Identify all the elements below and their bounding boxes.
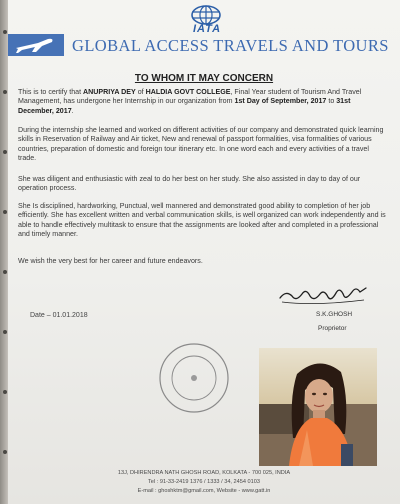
paragraph-diligence: She was diligent and enthusiastic with zeal to do her best on her study. She also assisted in day to day of our operation process. (18, 175, 361, 193)
binding-hole (3, 90, 7, 94)
binding-hole (3, 330, 7, 334)
letter-page (8, 0, 400, 504)
iata-label: IATA (192, 23, 222, 35)
certify-end: . (71, 106, 74, 115)
footer-address: 13J, DHIRENDRA NATH GHOSH ROAD, KOLKATA - 700 025, INDIA (117, 470, 291, 476)
footer-contact: E-mail : ghoshktm@gmail.com, Website - www.gatt.in (137, 488, 271, 494)
internship-end-date: 31st December, 2017 (18, 97, 351, 115)
binding-hole (3, 270, 7, 274)
binding-hole (3, 390, 7, 394)
binding-hole (3, 450, 7, 454)
paragraph-qualities: She Is disciplined, hardworking, Punctual, well mannered and demonstrated good ability to completion of her job efficiently. She has excellent written and verbal communication skills, is well organized can work independently and is able to handle effectively multitask to ensure that the assignments are looked after and completed in a professional and timely manner. (18, 202, 386, 238)
signatory-title: Proprietor (318, 325, 347, 332)
of-text: of (135, 88, 146, 96)
signatory-name: S.K.GHOSH (316, 311, 353, 318)
binding-hole (3, 30, 7, 34)
student-photo (259, 348, 377, 466)
company-seal-stamp (156, 340, 232, 416)
airplane-logo-icon (8, 34, 64, 56)
paragraph-wishes: We wish the very best for her career and future endeavors. (18, 257, 203, 265)
certify-intro: This is to certify that (18, 88, 84, 96)
paragraph-certification (18, 88, 386, 116)
student-name: ANUPRIYA DEY (83, 88, 136, 96)
internship-start-date: 1st Day of September, 2017 (234, 97, 327, 106)
certify-middle: , Final Year student of Tourism And Travel Management, has undergone her Internship in our organization from (18, 88, 362, 106)
footer-phone: Tel : 91-33-2419 1376 / 1333 / 34, 2454 0103 (148, 479, 260, 485)
binding-hole (3, 150, 7, 154)
letter-date: Date – 01.01.2018 (30, 312, 88, 319)
letter-title: TO WHOM IT MAY CONCERN (134, 73, 274, 84)
college-name: HALDIA GOVT COLLEGE (145, 88, 231, 96)
company-name: GLOBAL ACCESS TRAVELS AND TOURS (72, 36, 389, 55)
binding-hole (3, 210, 7, 214)
handwritten-signature (276, 280, 372, 310)
paragraph-activities: During the internship she learned and worked on different activities of our company and demonstrated quick learning skills in Reservation of Railway and Air ticket, New and renewal of passport formalities, visa formalities of various countries, preparation of domestic and foreign tour itinerary etc. In one word each and every activities of a travel trade. (18, 126, 384, 162)
to-text: to (326, 97, 337, 106)
